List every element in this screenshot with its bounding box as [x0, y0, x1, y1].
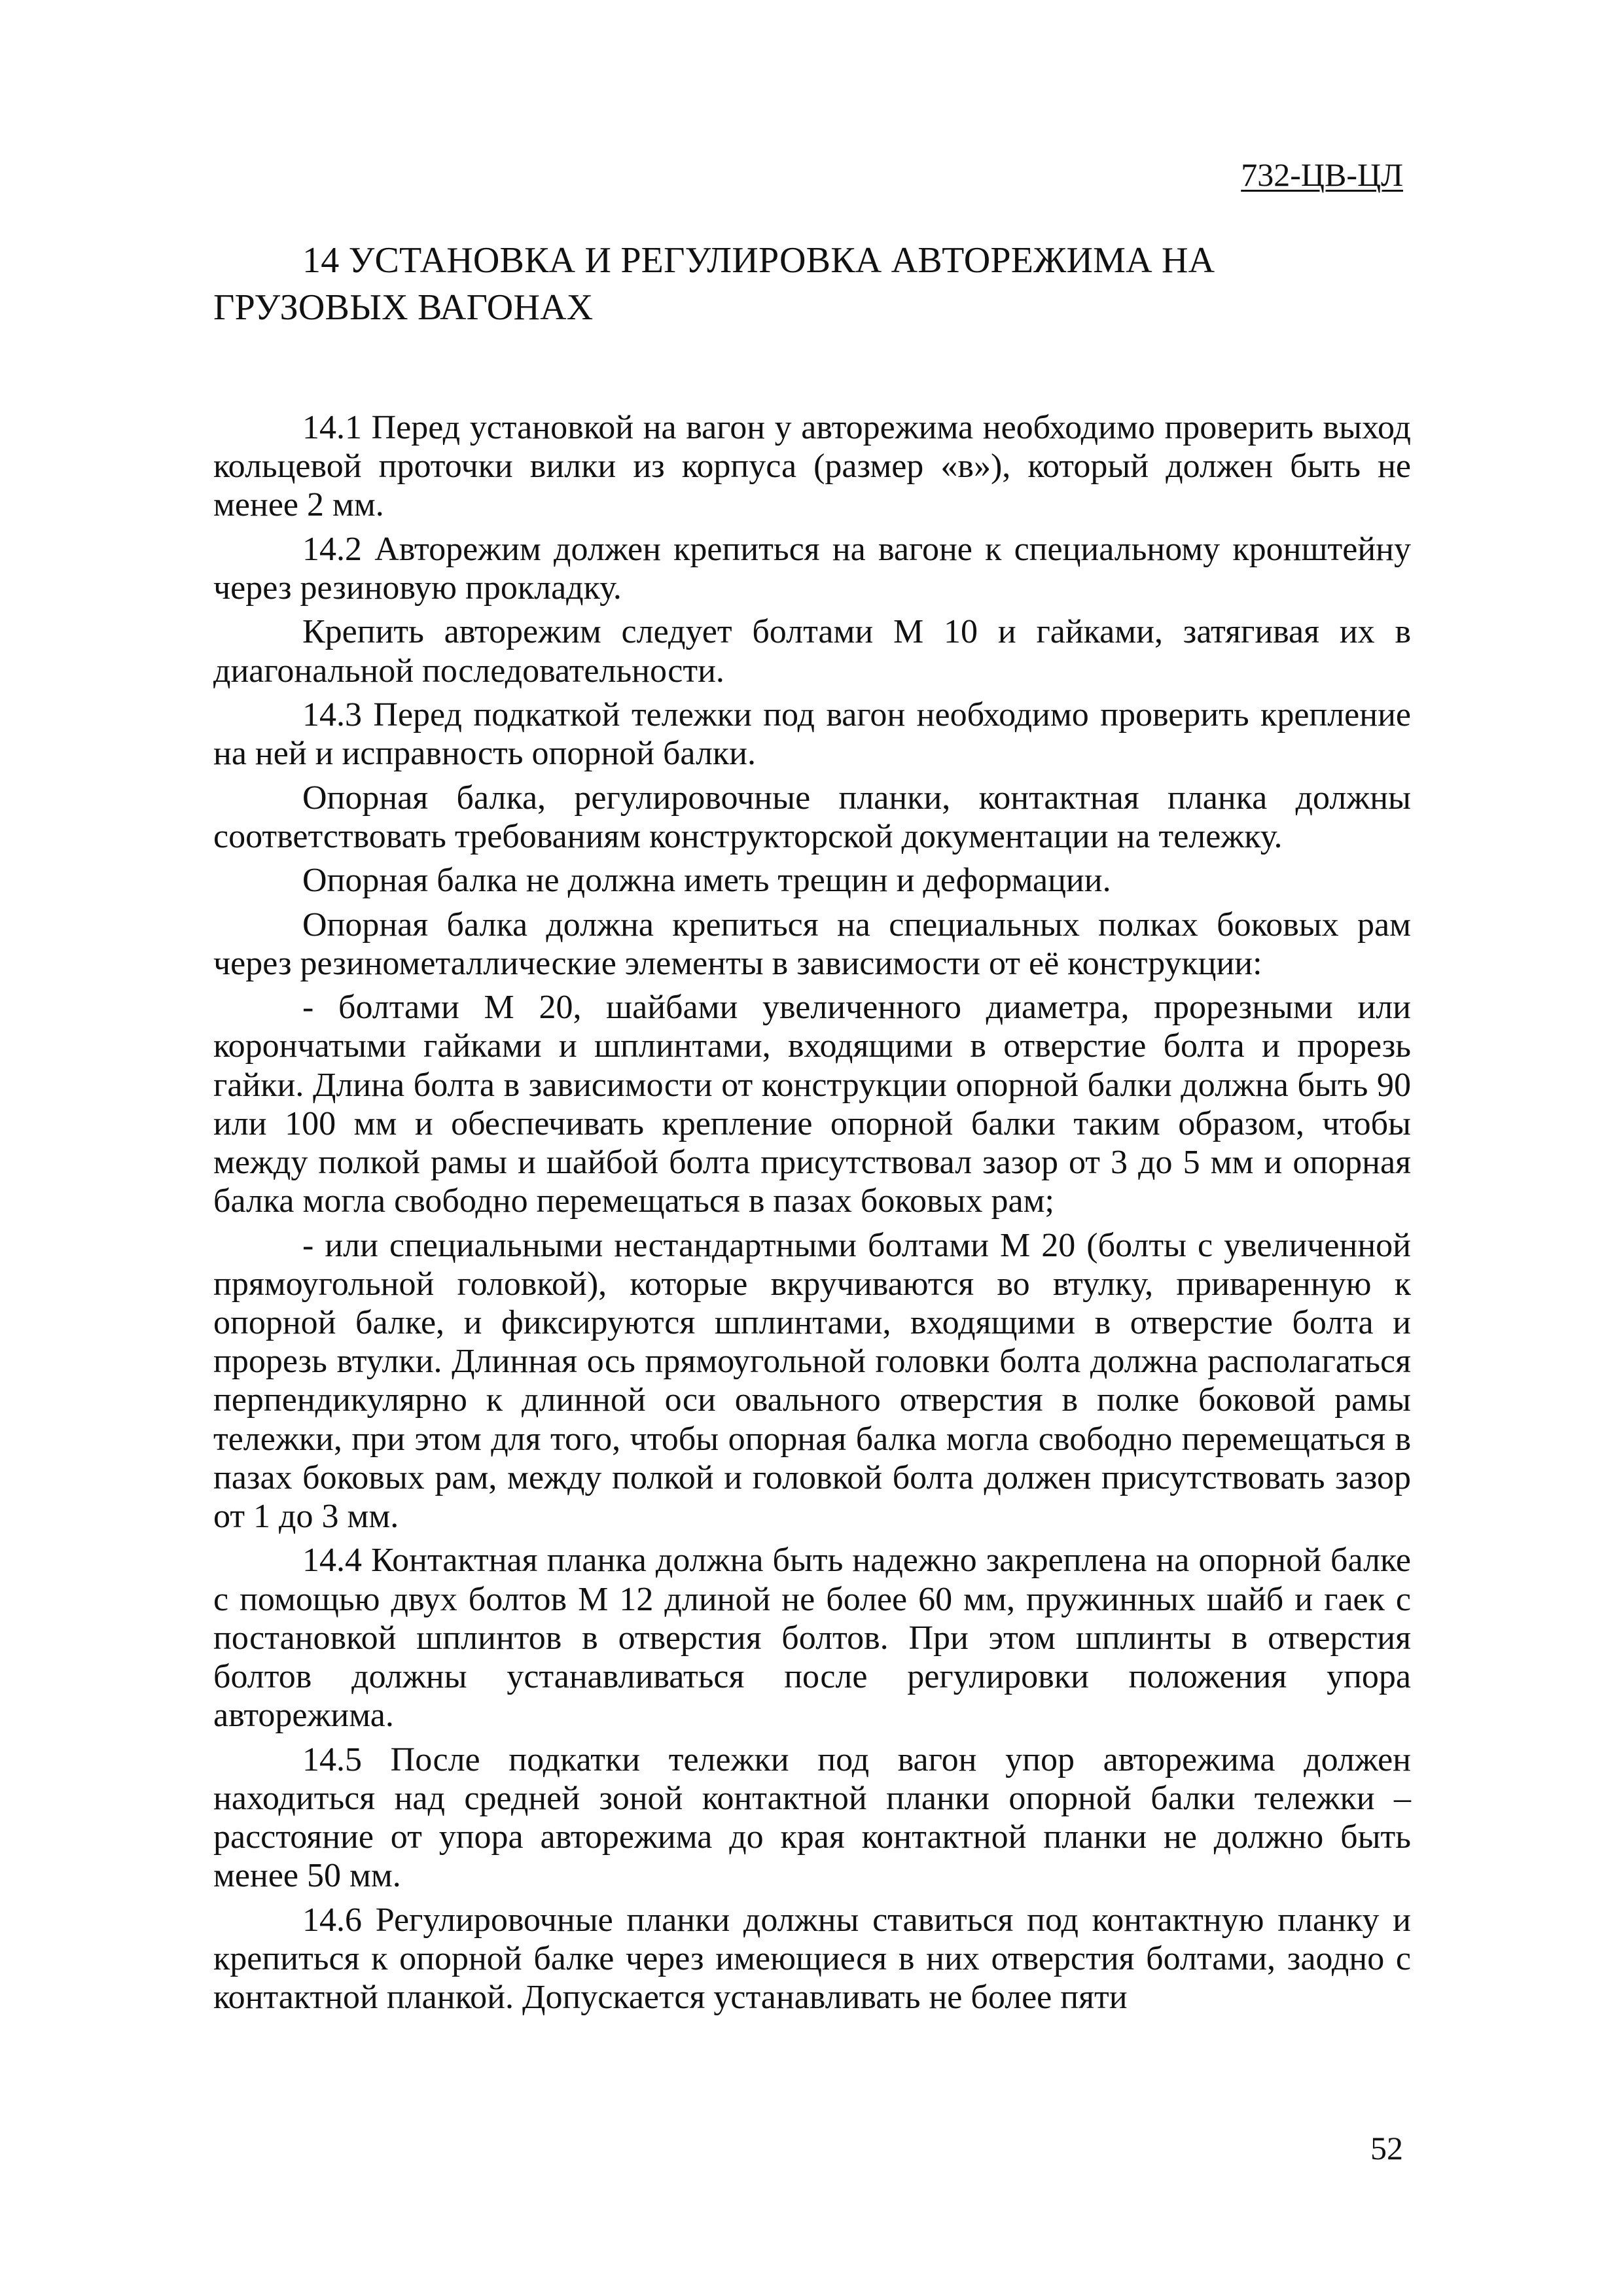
document-code: 732-ЦВ-ЦЛ: [1241, 156, 1403, 193]
paragraph-14-6: 14.6 Регулировочные планки должны ставиться под контактную планку и крепиться к опорной балке через имеющиеся в них отверстия болтами, заодно с контактной планкой. Допускается устанавливать не более пяти: [213, 1901, 1411, 2016]
list-item-special-bolts: - или специальными нестандартными болтами М 20 (болты с увеличенной прямоугольной головкой), которые вкручиваются во втулку, приваренную к опорной балке, и фиксируются шплинтами, входящими в отверстие болта и прорезь втулки. Длинная ось прямоугольной головки болта должна располагаться перпендикулярно к длинной оси овального отверстия в полке боковой рамы тележки, при этом для того, чтобы опорная балка могла свободно перемещаться в пазах боковых рам, между полкой и головкой болта должен присутствовать зазор от 1 до 3 мм.: [213, 1226, 1411, 1535]
page-number: 52: [1370, 2130, 1403, 2166]
paragraph-14-1: 14.1 Перед установкой на вагон у авторежима необходимо проверить выход кольцевой проточки вилки из корпуса (размер «в»), который должен быть не менее 2 мм.: [213, 409, 1411, 524]
paragraph-no-cracks: Опорная балка не должна иметь трещин и деформации.: [302, 862, 1111, 900]
paragraph-mounting: Опорная балка должна крепиться на специальных полках боковых рам через резинометаллические элементы в зависимости от её конструкции:: [213, 906, 1411, 982]
paragraph-support-beam-requirements: Опорная балка, регулировочные планки, контактная планка должны соответствовать требованиям конструкторской документации на тележку.: [213, 779, 1411, 855]
section-body: [213, 408, 1411, 2022]
paragraph-14-4: 14.4 Контактная планка должна быть надежно закреплена на опорной балке с помощью двух болтов М 12 длиной не более 60 мм, пружинных шайб и гаек с постановкой шплинтов в отверстия болтов. При этом шплинты в отверстия болтов должны устанавливаться после регулировки положения упора авторежима.: [213, 1542, 1411, 1735]
paragraph-14-2: 14.2 Авторежим должен крепиться на вагоне к специальному кронштейну через резиновую прокладку.: [213, 530, 1411, 607]
paragraph-14-5: 14.5 После подкатки тележки под вагон упор авторежима должен находиться над средней зоной контактной планки опорной балки тележки – расстояние от упора авторежима до края контактной планки не должно быть менее 50 мм.: [213, 1740, 1411, 1895]
paragraph-14-3: 14.3 Перед подкаткой тележки под вагон необходимо проверить крепление на ней и исправность опорной балки.: [213, 696, 1411, 773]
paragraph-bolts-m10: Крепить авторежим следует болтами М 10 и гайками, затягивая их в диагональной последовательности.: [213, 613, 1411, 690]
section-heading: 14 УСТАНОВКА И РЕГУЛИРОВКА АВТОРЕЖИМА НА ГРУЗОВЫХ ВАГОНАХ: [213, 240, 1215, 328]
list-item-bolts-m20: - болтами М 20, шайбами увеличенного диаметра, прорезными или корончатыми гайками и шплинтами, входящими в отверстие болта и прорезь гайки. Длина болта в зависимости от конструкции опорной балки должна быть 90 или 100 мм и обеспечивать крепление опорной балки таким образом, чтобы между полкой рамы и шайбой болта присутствовал зазор от 3 до 5 мм и опорная балка могла свободно перемещаться в пазах боковых рам;: [213, 989, 1411, 1220]
